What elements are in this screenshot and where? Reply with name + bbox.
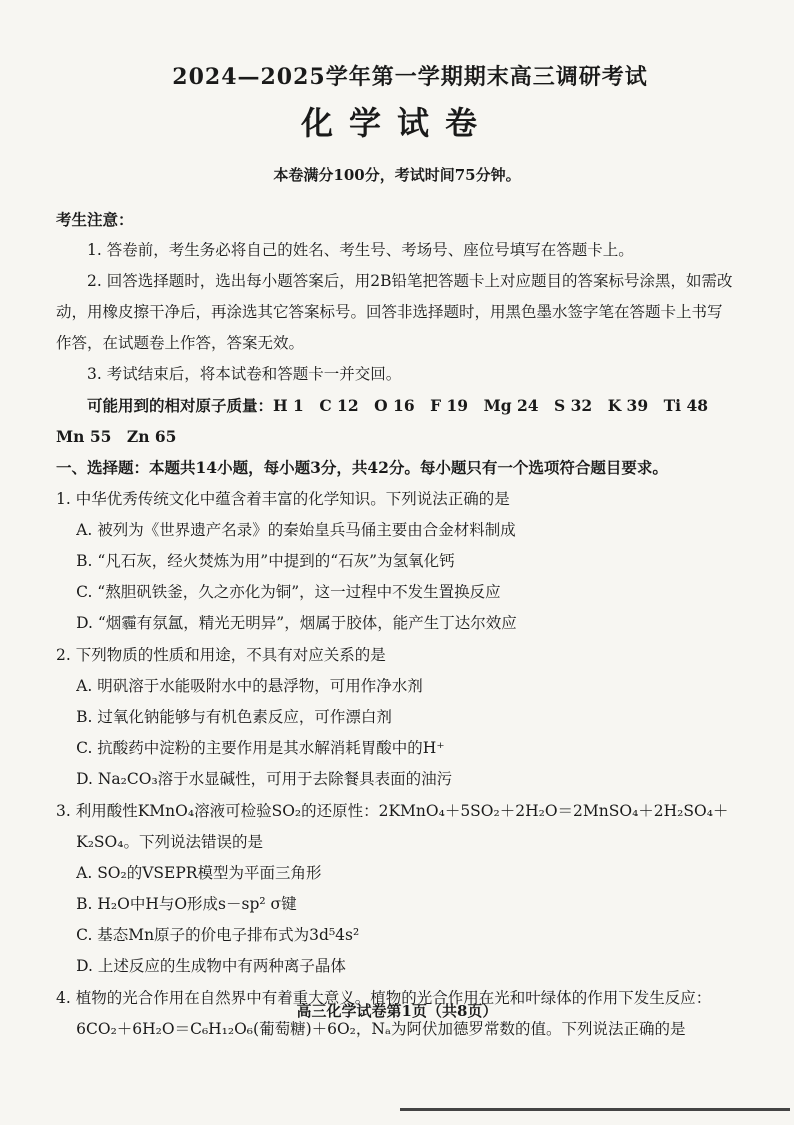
page-footer: 高三化学试卷第1页（共8页）	[296, 1002, 498, 1020]
question-stem: 4. 植物的光合作用在自然界中有着重大意义。植物的光合作用在光和叶绿体的作用下发生反应：6CO₂＋6H₂O＝C₆H₁₂O₆(葡萄糖)＋6O₂，Nₐ为阿伏加德罗常数的值。下列说法正确的是	[56, 989, 712, 1038]
option-a: A. SO₂的VSEPR模型为平面三角形	[76, 864, 322, 882]
question-stem: 2. 下列物质的性质和用途，不具有对应关系的是	[56, 646, 386, 664]
question-1	[56, 484, 736, 639]
question-stem: 3. 利用酸性KMnO₄溶液可检验SO₂的还原性：2KMnO₄＋5SO₂＋2H₂O＝2MnSO₄＋2H₂SO₄＋K₂SO₄。下列说法错误的是	[56, 802, 729, 851]
option-d: D. Na₂CO₃溶于水显碱性，可用于去除餐具表面的油污	[76, 770, 453, 788]
option-a: A. 被列为《世界遗产名录》的秦始皇兵马俑主要由合金材料制成	[76, 521, 516, 539]
scan-edge-rule	[400, 1108, 790, 1111]
option-b: B. “凡石灰，经火焚炼为用”中提到的“石灰”为氢氧化钙	[76, 552, 455, 570]
exam-title: 2024—2025学年第一学期期末高三调研考试	[172, 64, 648, 90]
score-line: 本卷满分100分，考试时间75分钟。	[273, 166, 521, 184]
option-d: D. “烟霾有氛氲，精光无明异”，烟属于胶体，能产生丁达尔效应	[76, 614, 517, 632]
option-a: A. 明矾溶于水能吸附水中的悬浮物，可用作净水剂	[76, 677, 423, 695]
question-3	[56, 796, 736, 982]
exam-body	[56, 204, 736, 1045]
option-c: C. 基态Mn原子的价电子排布式为3d⁵4s²	[76, 926, 360, 944]
question-stem: 1. 中华优秀传统文化中蕴含着丰富的化学知识。下列说法正确的是	[56, 490, 510, 508]
notice-item: 2. 回答选择题时，选出每小题答案后，用2B铅笔把答题卡上对应题目的答案标号涂黑，如需改动，用橡皮擦干净后，再涂选其它答案标号。回答非选择题时，用黑色墨水签字笔在答题卡上书写作答，在试题卷上作答，答案无效。	[56, 272, 733, 352]
option-c: C. 抗酸药中淀粉的主要作用是其水解消耗胃酸中的H⁺	[76, 739, 445, 757]
section-heading: 一、选择题：本题共14小题，每小题3分，共42分。每小题只有一个选项符合题目要求。	[56, 458, 668, 477]
question-2	[56, 640, 736, 795]
notice-item: 3. 考试结束后，将本试卷和答题卡一并交回。	[87, 365, 402, 383]
option-c: C. “熬胆矾铁釜，久之亦化为铜”，这一过程中不发生置换反应	[76, 583, 501, 601]
subject-title: 化学试卷	[300, 104, 493, 142]
atomic-mass-line: 可能用到的相对原子质量：H 1 C 12 O 16 F 19 Mg 24 S 32 K 39 Ti 48 Mn 55 Zn 65	[56, 396, 724, 446]
notice-heading: 考生注意：	[56, 210, 134, 229]
option-d: D. 上述反应的生成物中有两种离子晶体	[76, 957, 346, 975]
option-b: B. 过氧化钠能够与有机色素反应，可作漂白剂	[76, 708, 392, 726]
option-b: B. H₂O中H与O形成s－sp² σ键	[76, 895, 297, 913]
notice-item: 1. 答卷前，考生务必将自己的姓名、考生号、考场号、座位号填写在答题卡上。	[87, 241, 634, 259]
